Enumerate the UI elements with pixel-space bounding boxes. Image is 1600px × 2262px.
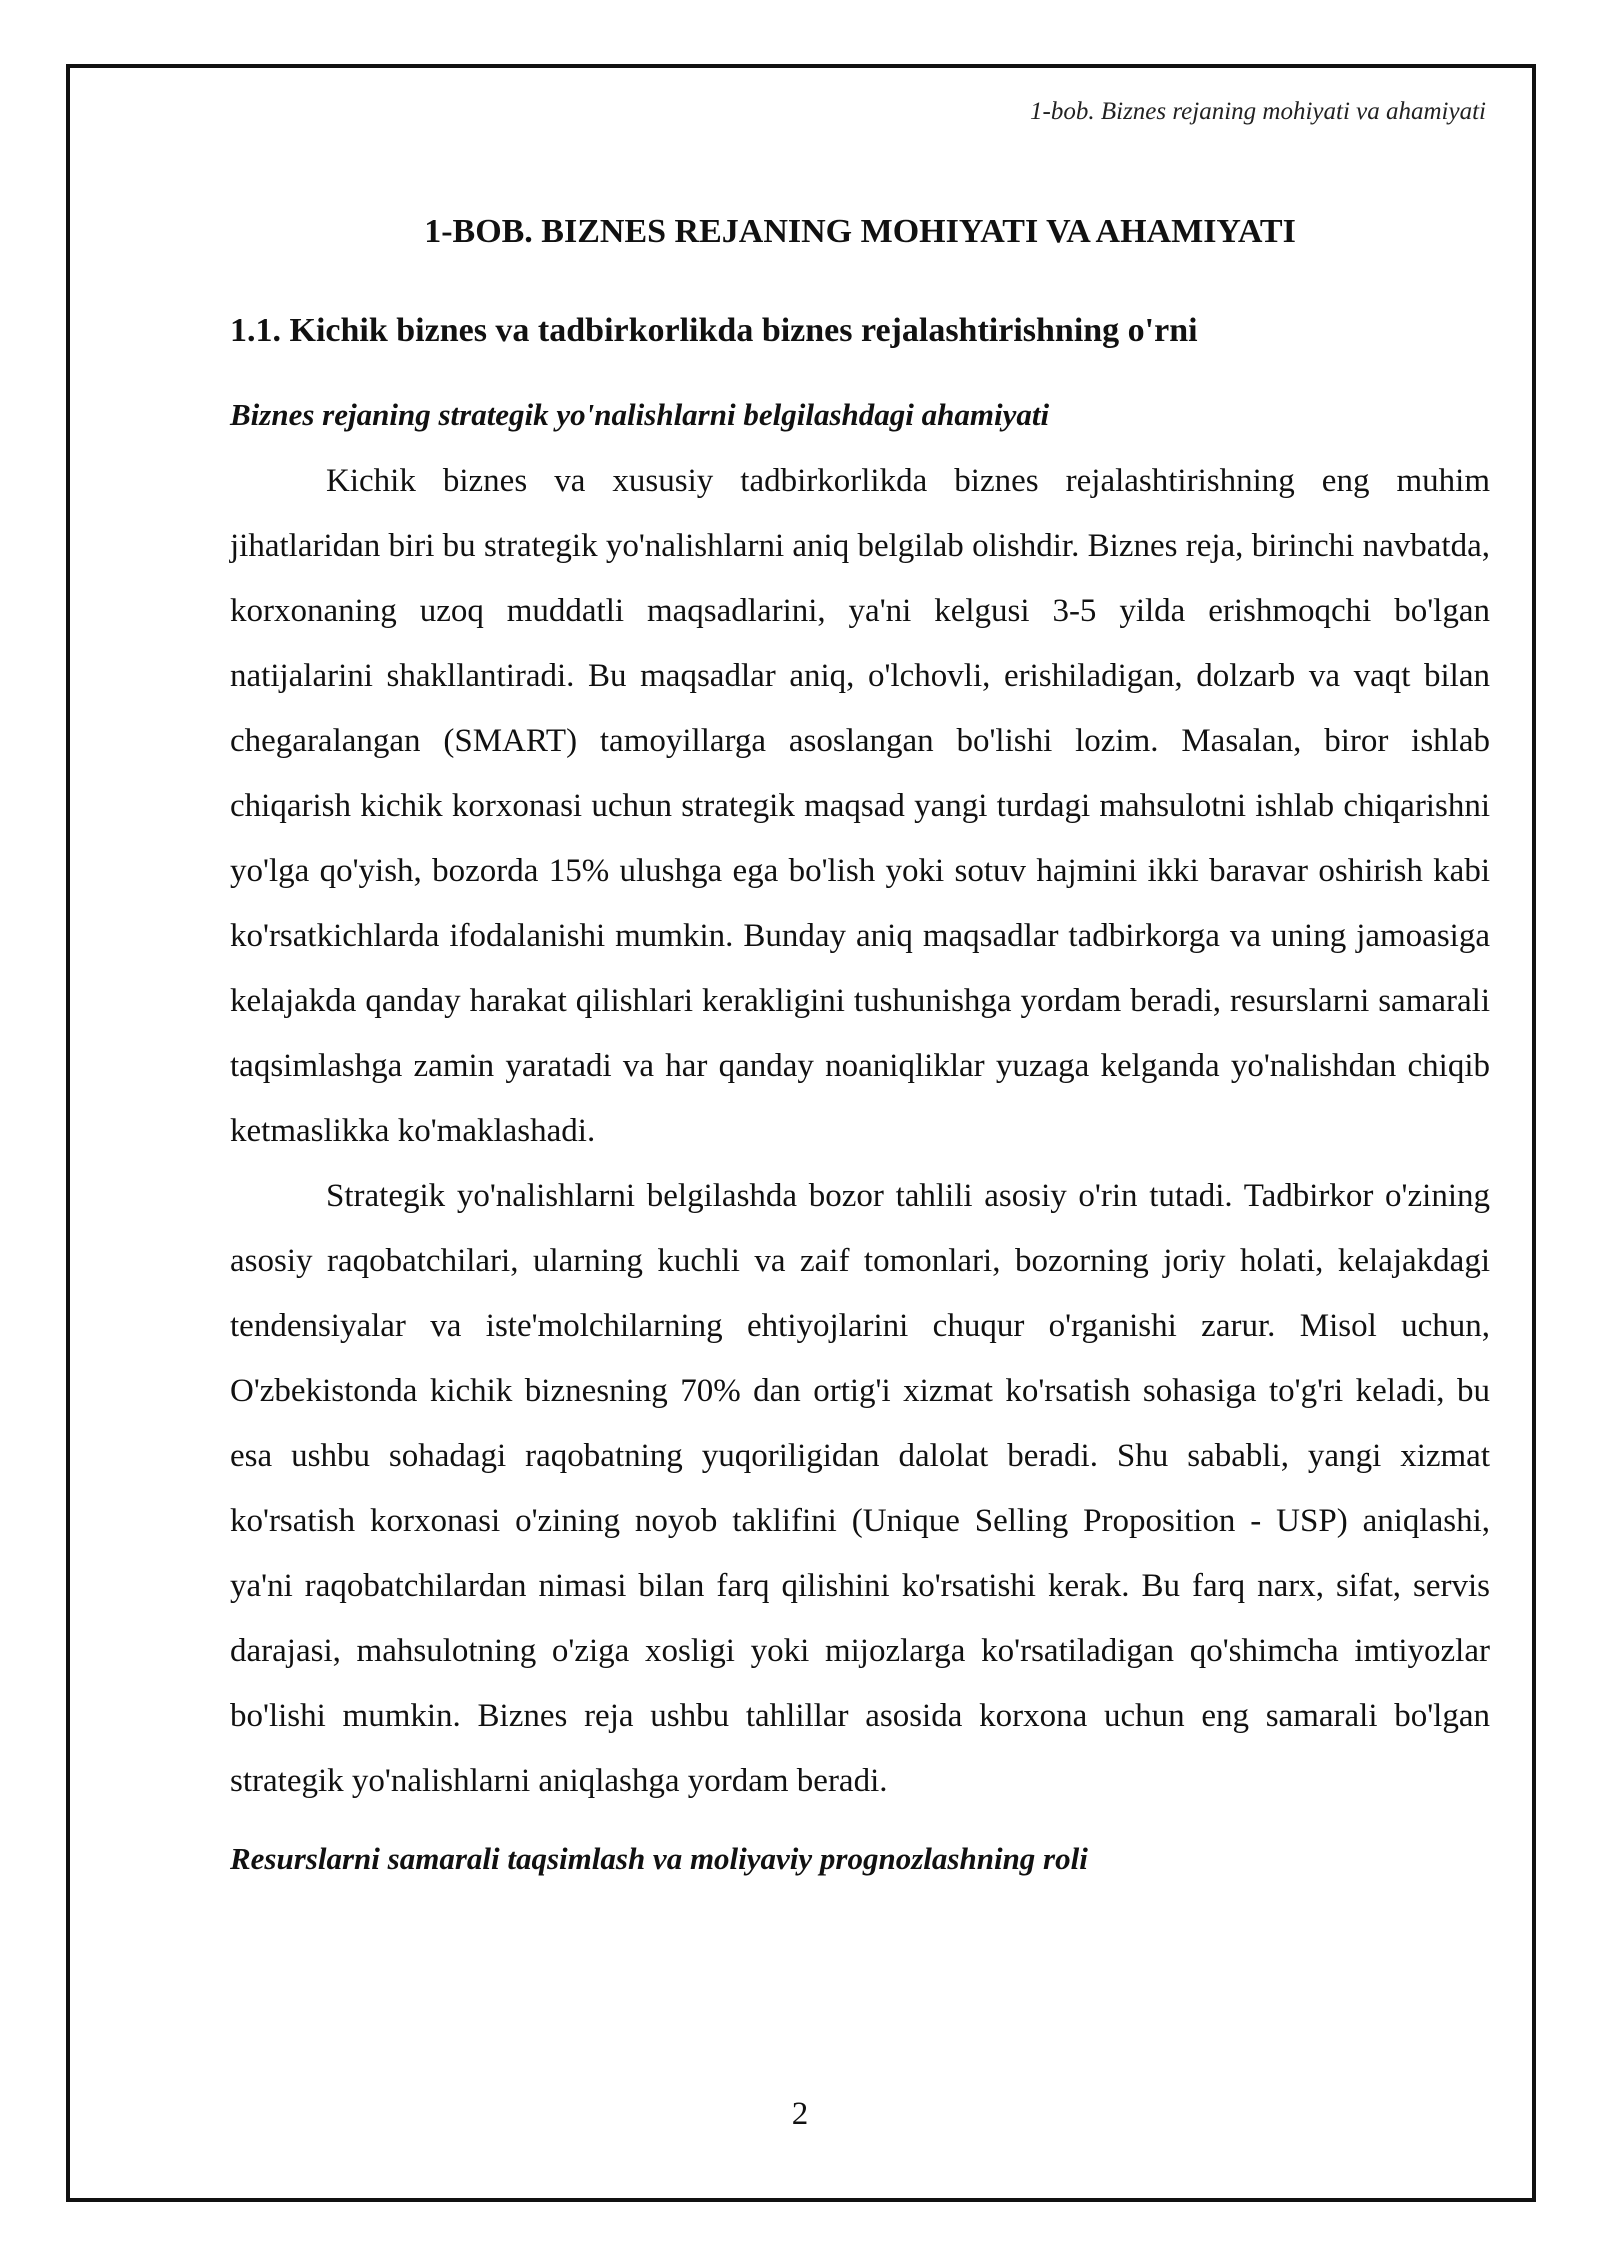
chapter-title: 1-BOB. BIZNES REJANING MOHIYATI VA AHAMIYATI	[424, 213, 1296, 250]
body-paragraph: Strategik yo'nalishlarni belgilashda bozor tahlili asosiy o'rin tutadi. Tadbirkor o'zining asosiy raqobatchilari, ularning kuchli va zaif tomonlari, bozorning joriy holati, kelajakdagi tendensiyalar va iste'molchilarning ehtiyojlarini chuqur o'rganishi zarur. Misol uchun, O'zbekistonda kichik biznesning 70% dan ortig'i xizmat ko'rsatish sohasiga to'g'ri keladi, bu esa ushbu sohadagi raqobatning yuqoriligidan dalolat beradi. Shu sababli, yangi xizmat ko'rsatish korxonasi o'zining noyob taklifini (Unique Selling Proposition - USP) aniqlashi, ya'ni raqobatchilardan nimasi bilan farq qilishini ko'rsatishi kerak. Bu farq narx, sifat, servis darajasi, mahsulotning o'ziga xosligi yoki mijozlarga ko'rsatiladigan qo'shimcha imtiyozlar bo'lishi mumkin. Biznes reja ushbu tahlillar asosida korxona uchun eng samarali bo'lgan strategik yo'nalishlarni aniqlashga yordam beradi.	[230, 1178, 1490, 1800]
running-header: 1-bob. Biznes rejaning mohiyati va ahamiyati	[1030, 98, 1486, 125]
subsection-title-strategic: Biznes rejaning strategik yo'nalishlarni belgilashdagi ahamiyati	[230, 396, 1050, 432]
body-paragraph: Kichik biznes va xususiy tadbirkorlikda biznes rejalashtirishning eng muhim jihatlaridan biri bu strategik yo'nalishlarni aniq belgilab olishdir. Biznes reja, birinchi navbatda, korxonaning uzoq muddatli maqsadlarini, ya'ni kelgusi 3-5 yilda erishmoqchi bo'lgan natijalarini shakllantiradi. Bu maqsadlar aniq, o'lchovli, erishiladigan, dolzarb va vaqt bilan chegaralangan (SMART) tamoyillarga asoslangan bo'lishi lozim. Masalan, biror ishlab chiqarish kichik korxonasi uchun strategik maqsad yangi turdagi mahsulotni ishlab chiqarishni yo'lga qo'yish, bozorda 15% ulushga ega bo'lish yoki sotuv hajmini ikki baravar oshirish kabi ko'rsatkichlarda ifodalanishi mumkin. Bunday aniq maqsadlar tadbirkorga va uning jamoasiga kelajakda qanday harakat qilishlari kerakligini tushunishga yordam beradi, resurslarni samarali taqsimlashga zamin yaratadi va har qanday noaniqliklar yuzaga kelganda yo'nalishdan chiqib ketmaslikka ko'maklashadi.	[230, 463, 1490, 1150]
page-content	[230, 212, 1490, 1894]
section-title: 1.1. Kichik biznes va tadbirkorlikda biznes rejalashtirishning o'rni	[230, 311, 1198, 349]
page-number: 2	[791, 2096, 809, 2132]
subsection-title-resources: Resurslarni samarali taqsimlash va moliyaviy prognozlashning roli	[230, 1841, 1088, 1877]
